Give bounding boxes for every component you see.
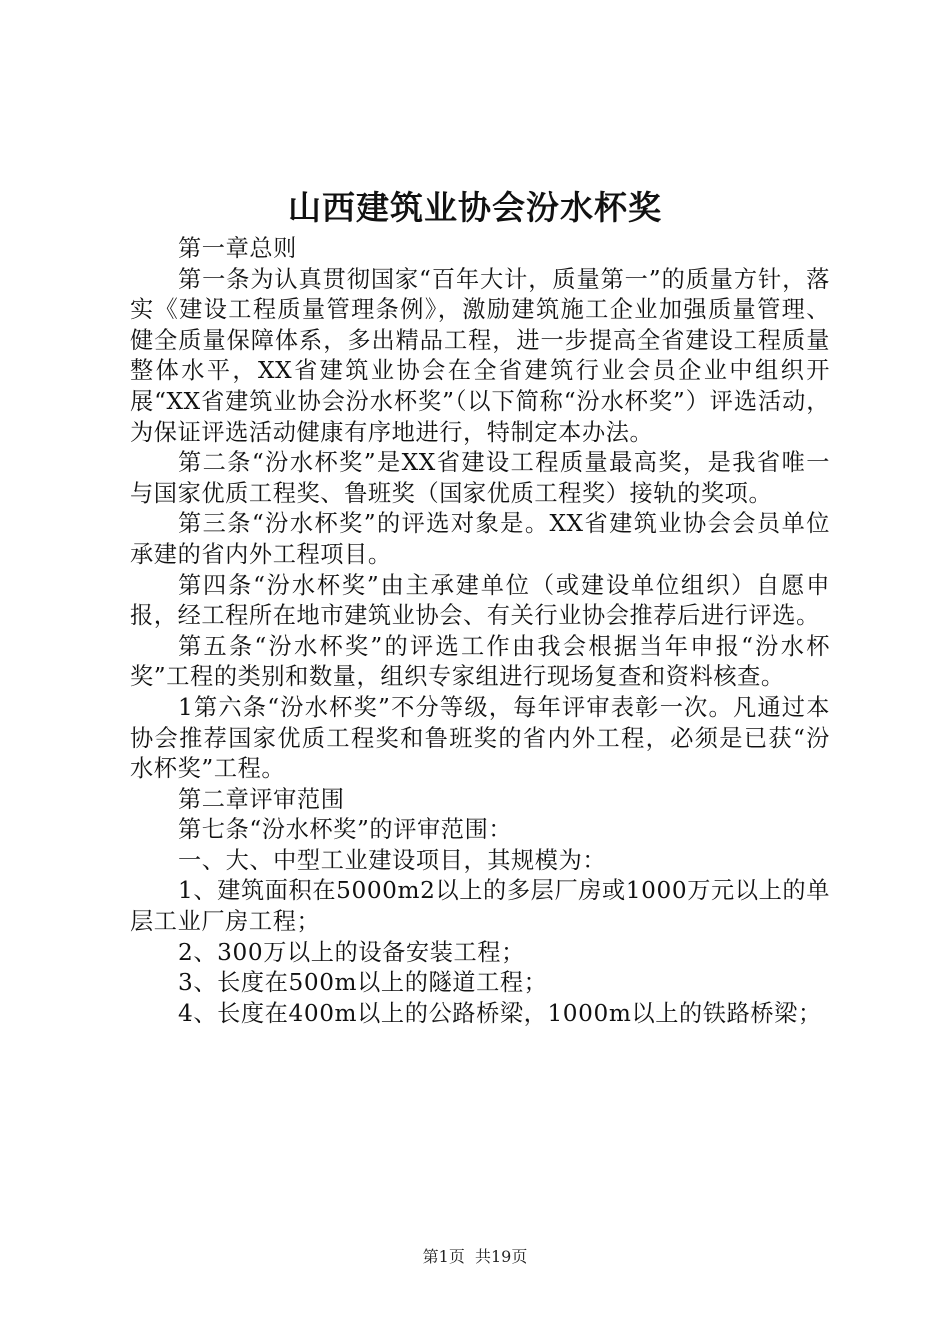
page-number-label: 第1页 共19页: [422, 1247, 528, 1266]
article-paragraph: 第一条为认真贯彻国家“百年大计，质量第一”的质量方针，落实《建设工程质量管理条例》，激励建筑施工企业加强质量管理、健全质量保障体系，多出精品工程，进一步提高全省建设工程质量整体水平，XX省建筑业协会在全省建筑行业会员企业中组织开展“XX省建筑业协会汾水杯奖”（以下简称“汾水杯奖”）评选活动，为保证评选活动健康有序地进行，特制定本办法。: [130, 265, 830, 446]
article-paragraph: 第二条“汾水杯奖”是XX省建设工程质量最高奖，是我省唯一与国家优质工程奖、鲁班奖（国家优质工程奖）接轨的奖项。: [130, 449, 830, 507]
chapter-heading: 第一章总则: [178, 235, 297, 262]
page-title: 山西建筑业协会汾水杯奖: [288, 188, 662, 227]
article-paragraph: 第七条“汾水杯奖”的评审范围：: [178, 816, 513, 844]
page-footer: [0, 1244, 950, 1267]
article-paragraph: 第四条“汾水杯奖”由主承建单位（或建设单位组织）自愿申报，经工程所在地市建筑业协会、有关行业协会推荐后进行评选。: [130, 571, 830, 630]
list-item: 2、300万以上的设备安装工程；: [178, 938, 525, 966]
list-item: 3、长度在500m以上的隧道工程；: [178, 969, 548, 997]
article-paragraph: 第五条“汾水杯奖”的评选工作由我会根据当年申报“汾水杯奖”工程的类别和数量，组织专家组进行现场复查和资料核查。: [130, 632, 830, 691]
list-item: 一、大、中型工业建设项目，其规模为：: [178, 846, 607, 874]
article-paragraph: 第三条“汾水杯奖”的评选对象是。XX省建筑业协会会员单位承建的省内外工程项目。: [130, 510, 830, 568]
article-paragraph: 1第六条“汾水杯奖”不分等级，每年评审表彰一次。凡通过本协会推荐国家优质工程奖和鲁班奖的省内外工程，必须是已获“汾水杯奖”工程。: [130, 693, 830, 783]
list-item: 1、建筑面积在5000m2以上的多层厂房或1000万元以上的单层工业厂房工程；: [130, 877, 830, 936]
list-item: 4、长度在400m以上的公路桥梁，1000m以上的铁路桥梁；: [178, 999, 822, 1027]
chapter-heading: 第二章评审范围: [178, 785, 345, 813]
document-body: [130, 234, 830, 1029]
